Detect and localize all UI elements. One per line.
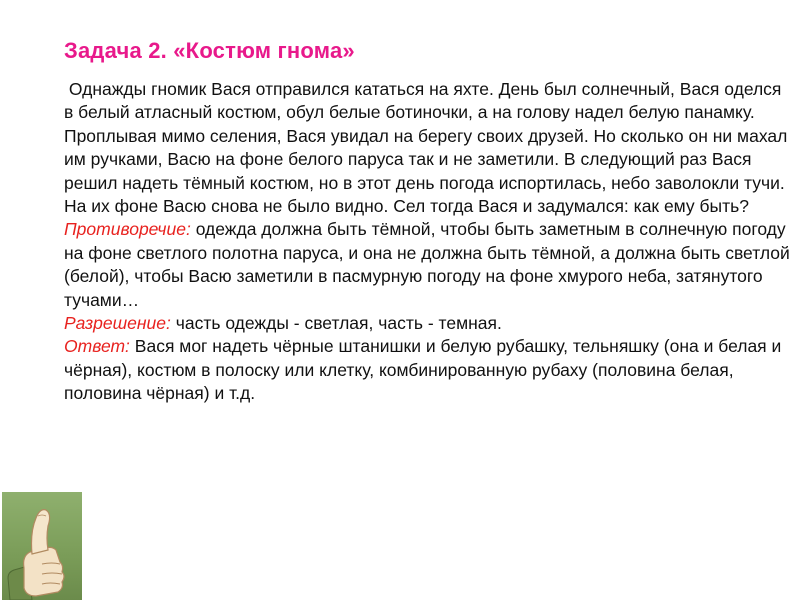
contradiction-label: Противоречие: <box>64 219 191 240</box>
thumbs-up-icon <box>2 492 82 600</box>
contradiction-paragraph <box>64 218 794 312</box>
answer-label: Ответ: <box>64 336 130 357</box>
answer-text: Вася мог надеть чёрные штанишки и белую рубашку, тельняшку (она и белая и чёрная), костюм в полоску или клетку, комбинированную рубаху (половина белая, половина чёрная) и т.д. <box>64 336 782 404</box>
slide-body <box>64 78 794 406</box>
story-paragraph <box>64 78 794 218</box>
story-text: Однажды гномик Вася отправился кататься на яхте. День был солнечный, Вася оделся в белый атласный костюм, обул белые ботиночки, а на голову надел белую панамку. Проплывая мимо селения, Вася увидал на берегу своих друзей. Но сколько он ни махал им ручками, Васю на фоне белого паруса так и не заметили. В следующий раз Вася решил надеть тёмный костюм, но в этот день погода испортилась, небо заволокли тучи. На их фоне Васю снова не было видно. Сел тогда Вася и задумался: как ему быть? <box>64 79 788 217</box>
slide-title: Задача 2. «Костюм гнома» <box>64 38 355 63</box>
contradiction-text: одежда должна быть тёмной, чтобы быть заметным в солнечную погоду на фоне светлого полотна паруса, и она не должна быть тёмной, а должна быть светлой (белой), чтобы Васю заметили в пасмурную погоду на фоне хмурого неба, затянутого тучами… <box>64 219 790 310</box>
resolution-text: часть одежды - светлая, часть - темная. <box>175 313 502 334</box>
thumbs-up-panel <box>2 492 82 600</box>
resolution-label: Разрешение: <box>64 313 171 334</box>
answer-paragraph <box>64 335 794 405</box>
resolution-paragraph <box>64 312 794 335</box>
